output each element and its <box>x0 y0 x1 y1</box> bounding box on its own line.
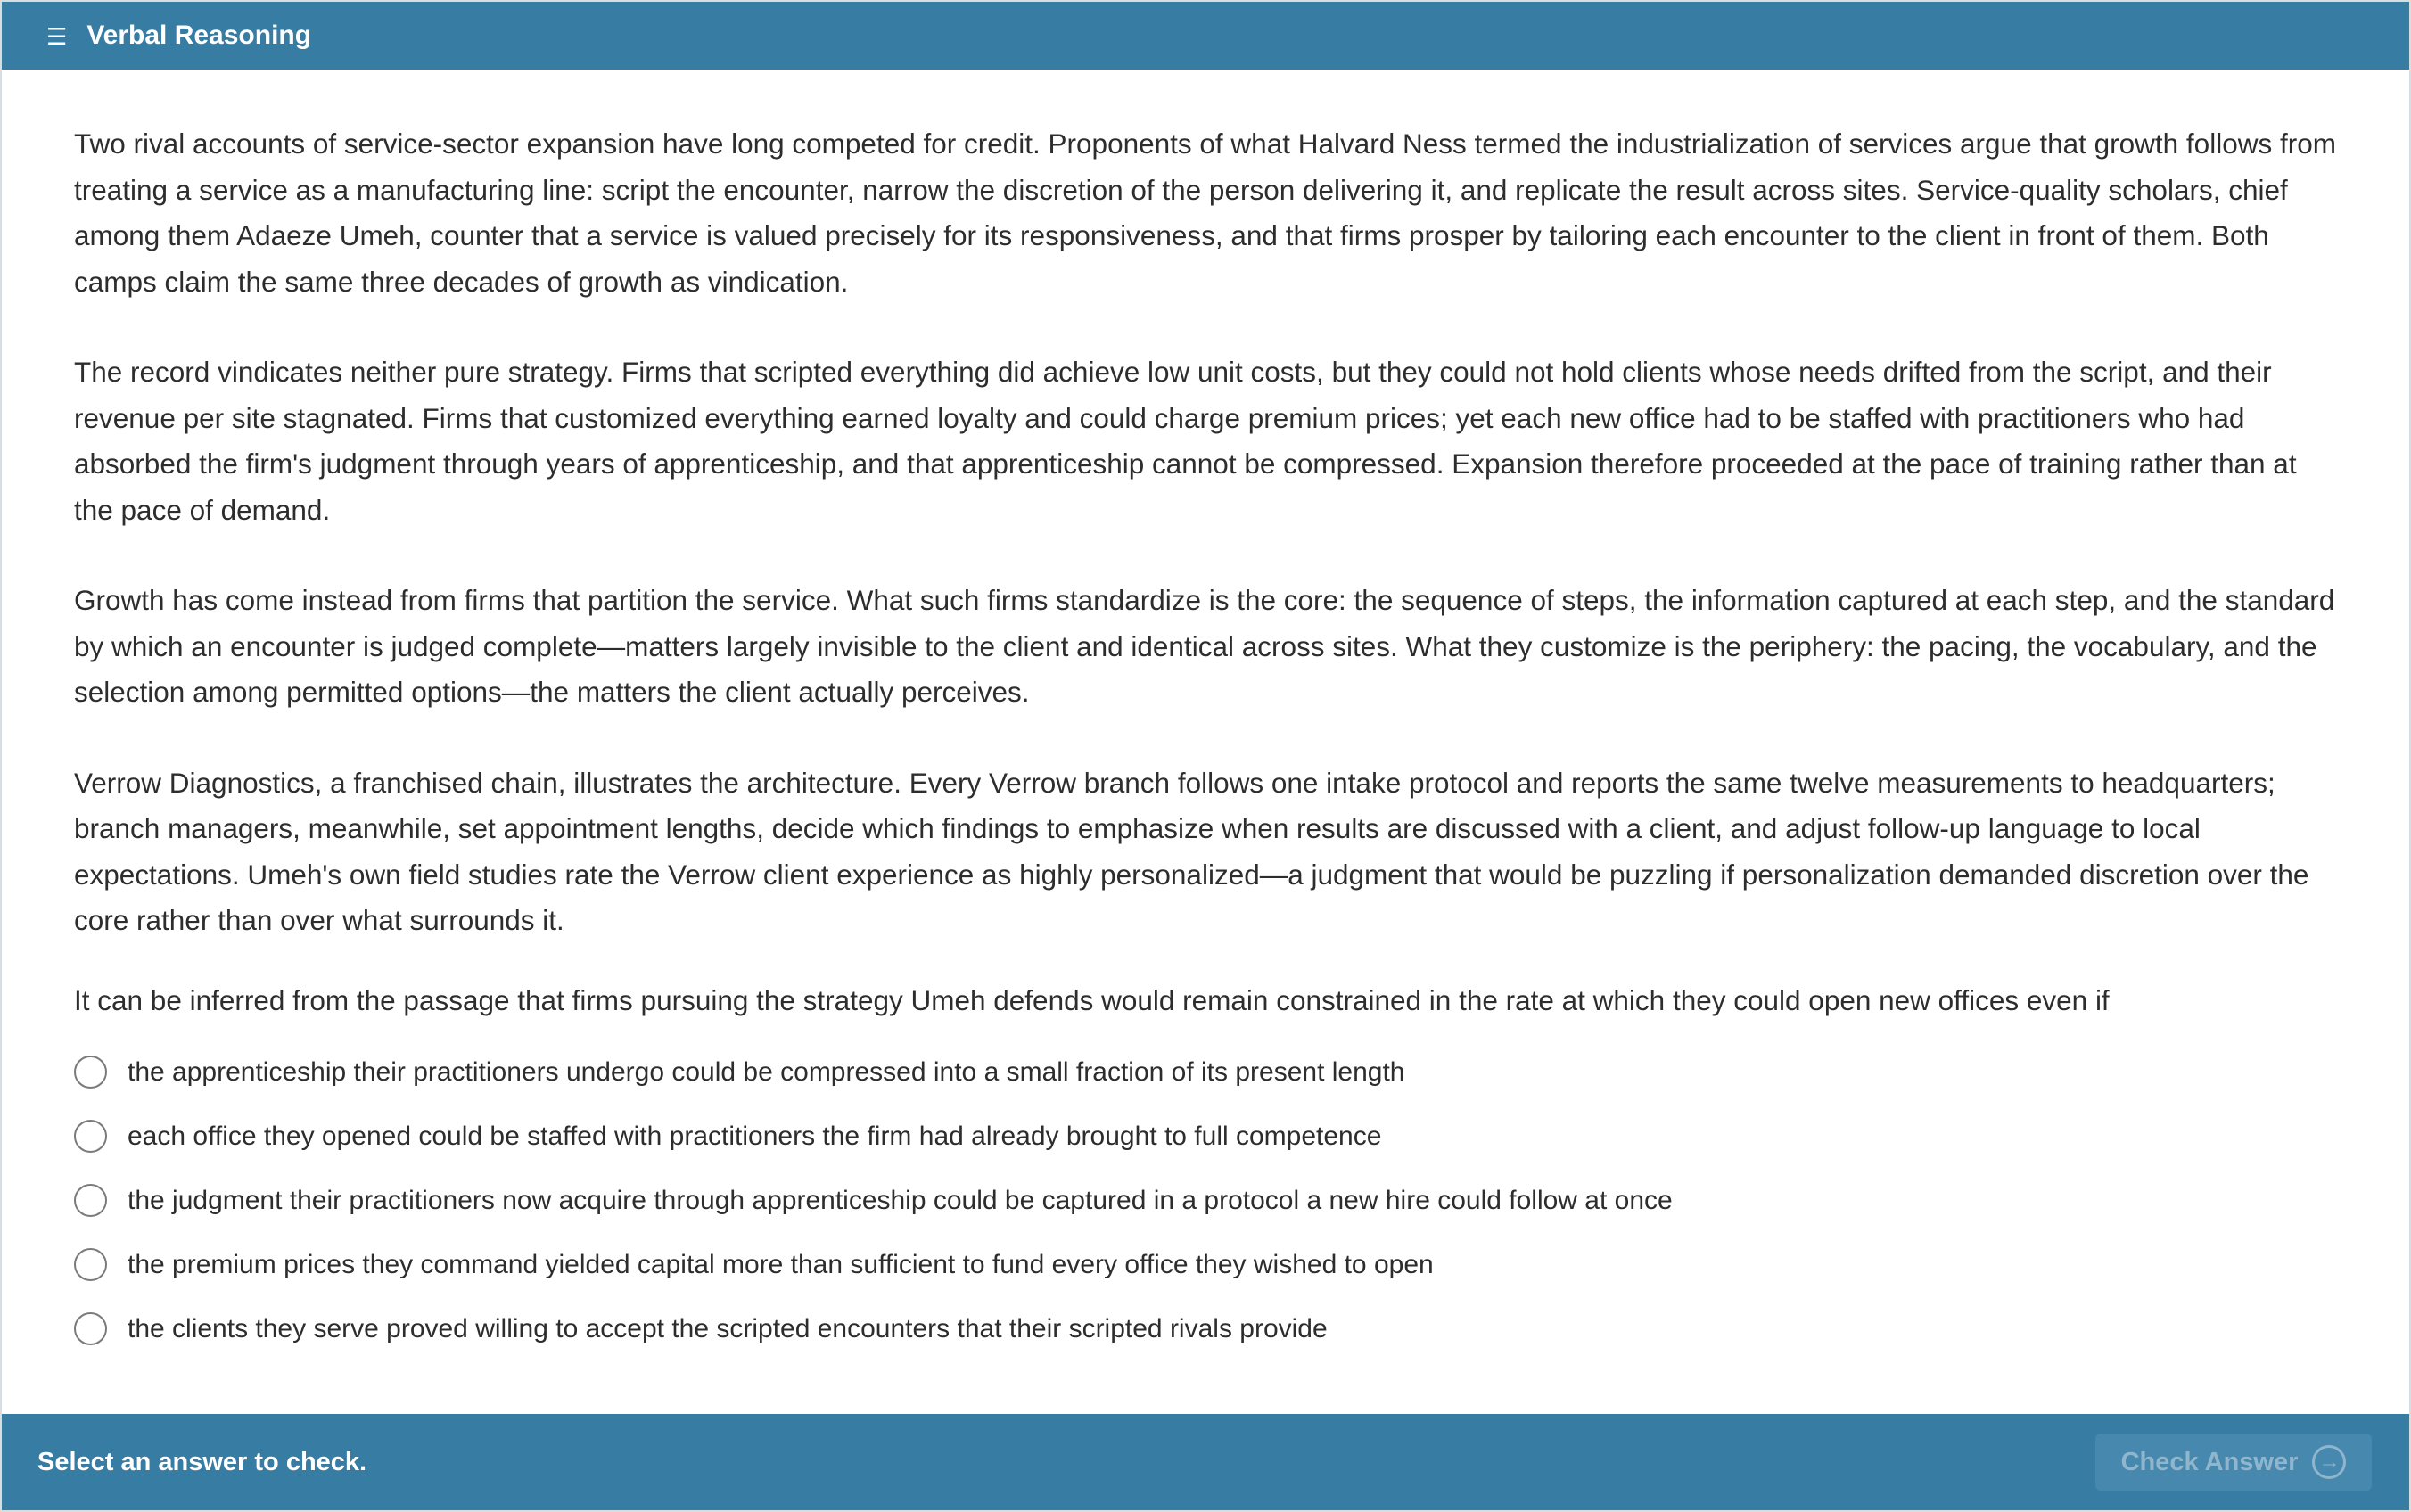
answer-option-c[interactable] <box>74 1169 2339 1233</box>
answer-option-label: each office they opened could be staffed with practitioners the firm had already brought to full competence <box>128 1121 1382 1151</box>
radio-button[interactable] <box>74 1248 107 1281</box>
passage-paragraph: Two rival accounts of service-sector expansion have long competed for credit. Proponents of what Halvard Ness termed the industrialization of services argue that growth follows from treating a service as a manufacturing line: script the encounter, narrow the discretion of the person delivering it, and replicate the result across sites. Service-quality scholars, chief among them Adaeze Umeh, counter that a service is valued precisely for its responsiveness, and that firms prosper by tailoring each encounter to the client in front of them. Both camps claim the same three decades of growth as vindication. <box>74 127 2336 298</box>
reading-passage <box>74 121 2339 944</box>
question-stem: It can be inferred from the passage that firms pursuing the strategy Umeh defends would remain constrained in the rate at which they could open new offices even if <box>74 983 2110 1016</box>
footer-bar <box>2 1414 2409 1510</box>
answer-option-b[interactable] <box>74 1105 2339 1169</box>
passage-paragraph: Verrow Diagnostics, a franchised chain, illustrates the architecture. Every Verrow branch follows one intake protocol and reports the same twelve measurements to headquarters; branch managers, meanwhile, set appointment lengths, decide which findings to emphasize when results are discussed with a client, and adjust follow-up language to local expectations. Umeh's own field studies rate the Verrow client experience as highly personalized—a judgment that would be puzzling if personalization demanded discretion over the core rather than over what surrounds it. <box>74 766 2309 936</box>
status-message: Select an answer to check. <box>37 1447 367 1476</box>
answer-option-label: the premium prices they command yielded capital more than sufficient to fund every office they wished to open <box>128 1249 1434 1279</box>
answer-option-label: the clients they serve proved willing to accept the scripted encounters that their scripted rivals provide <box>128 1313 1328 1344</box>
answer-option-d[interactable] <box>74 1233 2339 1297</box>
answer-option-a[interactable] <box>74 1040 2339 1105</box>
radio-button[interactable] <box>74 1056 107 1089</box>
hamburger-menu-icon[interactable]: ☰ <box>46 23 68 50</box>
page-title: Verbal Reasoning <box>86 21 312 50</box>
answer-option-label: the judgment their practitioners now acquire through apprenticeship could be captured in a protocol a new hire could follow at once <box>128 1185 1673 1215</box>
radio-button[interactable] <box>74 1120 107 1153</box>
header-bar <box>2 2 2409 70</box>
radio-button[interactable] <box>74 1184 107 1217</box>
question-content <box>74 121 2339 1361</box>
radio-button[interactable] <box>74 1312 107 1345</box>
passage-paragraph: The record vindicates neither pure strategy. Firms that scripted everything did achieve low unit costs, but they could not hold clients whose needs drifted from the script, and their revenue per site stagnated. Firms that customized everything earned loyalty and could charge premium prices; yet each new office had to be staffed with practitioners who had absorbed the firm's judgment through years of apprenticeship, and that apprenticeship cannot be compressed. Expansion therefore proceeded at the pace of training rather than at the pace of demand. <box>74 356 2297 526</box>
check-answer-button[interactable] <box>2095 1434 2372 1491</box>
answer-option-e[interactable] <box>74 1297 2339 1361</box>
check-answer-label: Check Answer <box>2120 1447 2299 1476</box>
answer-option-label: the apprenticeship their practitioners undergo could be compressed into a small fraction of its present length <box>128 1056 1405 1087</box>
arrow-circle-icon: → <box>2312 1445 2346 1479</box>
answer-options <box>74 1040 2339 1361</box>
passage-paragraph: Growth has come instead from firms that partition the service. What such firms standardize is the core: the sequence of steps, the information captured at each step, and the standard by which an encounter is judged complete—matters largely invisible to the client and identical across sites. What they customize is the periphery: the pacing, the vocabulary, and the selection among permitted options—the matters the client actually perceives. <box>74 584 2335 708</box>
